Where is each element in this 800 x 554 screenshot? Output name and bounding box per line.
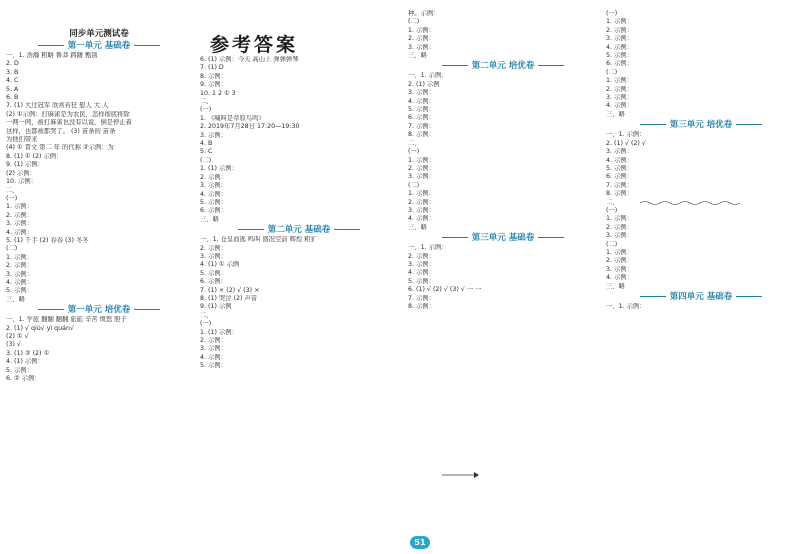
answer-line: 三、略 [408, 52, 427, 60]
answer-line: 3. 示例： [606, 94, 633, 102]
answer-list [408, 10, 598, 60]
answer-line: 5. 示例： [408, 106, 435, 114]
answer-line: 4. 示例： [408, 269, 435, 277]
answer-line: 5. 示例： [200, 362, 227, 370]
answer-line: 6. 示例： [606, 173, 633, 181]
answer-line: 8. (1) 哭泣 (2) 声音 [200, 294, 258, 302]
answer-line: 7. 示例： [408, 122, 435, 130]
answer-line: 5. A [6, 85, 19, 93]
answer-line: 一、1. 仓皇而逃 鸣叫 盛况空前 辉煌 粗犷 [200, 236, 317, 244]
column-2 [200, 56, 398, 546]
answer-list [408, 72, 598, 232]
answer-line: 这样，也都被都哭了。 (3) 苗条的 苗条 [6, 127, 116, 135]
answer-line: 6. ② 示例： [6, 375, 41, 383]
answer-line: (一) [606, 206, 618, 214]
answer-line: 8. 示例： [408, 303, 435, 310]
answer-line: 二、 [6, 186, 19, 194]
answer-line: 一、1. 示例： [606, 303, 646, 310]
answer-line: (2) 示例： [6, 169, 36, 177]
answer-line: 4. 示例： [6, 278, 33, 286]
answer-line: 8. (1) ① (2) 示例： [6, 152, 63, 160]
answer-line: 3. 示例： [606, 265, 633, 273]
answer-list [6, 52, 192, 304]
answer-line: 2. (1) √ (2) √ [606, 139, 646, 147]
answer-line: 种。示例： [408, 10, 440, 17]
answer-line: 7. 示例： [408, 294, 435, 302]
answer-list [200, 236, 398, 371]
answer-line: 三、略 [200, 215, 219, 223]
answer-line: 2. (1) 示例 [408, 80, 440, 88]
answer-line: 1. 示例： [408, 26, 435, 34]
arrow-mark [440, 470, 480, 480]
answer-line: 4. 示例： [408, 215, 435, 223]
answer-line: 8. 示例： [408, 131, 435, 139]
answer-line: 2. 示例： [200, 173, 227, 181]
answer-line: (一) [606, 10, 618, 17]
section-heading: 第三单元 基础卷 [408, 232, 598, 244]
answer-line: 3. 示例： [200, 131, 227, 139]
column-4 [606, 10, 796, 550]
answer-line: 一、1. 示例： [408, 72, 448, 80]
answer-line: 5. 示例： [200, 269, 227, 277]
answer-line: 4. 示例： [408, 97, 435, 105]
answer-line: 一、1. 浩瀚 粗略 鲁莽 踌躇 甄别 [6, 52, 98, 59]
answer-line: 4. (1) ① 示例 [200, 261, 240, 269]
answer-line: 7. 示例： [606, 181, 633, 189]
answer-line: 二、 [200, 311, 213, 319]
answer-line: 3. 示例： [200, 182, 227, 190]
answer-line: 1. 示例： [606, 215, 633, 223]
answer-line: (二) [408, 181, 420, 189]
answer-line: 9. (1) 示例 [200, 303, 232, 311]
answer-line: 3. 示例： [408, 43, 435, 51]
answer-line: (二) [408, 18, 420, 26]
answer-line: 1. 《喊叫是草原鸟鸣》 [200, 114, 265, 122]
answer-line: 4. 示例： [606, 102, 633, 110]
answer-line: 4. 示例： [606, 274, 633, 282]
answer-line: 2. 示例： [6, 211, 33, 219]
answer-line: 5. C [200, 148, 213, 156]
section-heading: 第二单元 培优卷 [408, 60, 598, 72]
answer-line: (一) [6, 194, 18, 202]
answer-line: (2) ①示例：打麻雀是为农民，怎样彻底将除 [6, 110, 130, 118]
answer-line: 3. 示例： [606, 148, 633, 156]
answer-line: 4. 示例： [200, 353, 227, 361]
answer-line: 3. (1) ② (2) ① [6, 349, 50, 357]
answer-line: (2) ① √ [6, 333, 29, 340]
answer-line: 2. 2019年7月28日 17:20—19:30 [200, 123, 300, 131]
answer-line: 1. 示例： [408, 156, 435, 164]
answer-line: 5. 示例： [408, 277, 435, 285]
answer-line: 7. (1) D [200, 64, 224, 72]
answer-line: 4. B [200, 140, 213, 148]
answer-line: 10. 1 2 ① 3 [200, 89, 236, 97]
answer-line: 1. 示例： [408, 190, 435, 198]
answer-line: 1. 示例： [606, 248, 633, 256]
section-heading: 第一单元 基础卷 [6, 40, 192, 52]
page-number-badge: 51 [410, 536, 430, 549]
answer-line: (一) [200, 106, 212, 114]
answer-line: 6. 示例： [200, 207, 227, 215]
answer-line: 3. 示例： [606, 35, 633, 43]
answer-line: 2. 示例： [6, 262, 33, 270]
answer-line: 一、1. 示例： [606, 131, 646, 139]
answer-line: 2. D [6, 60, 19, 68]
answer-line: 一、1. 学旅 翻翻 翻翻 旅旅 辛苦 愤怒 胆子 [6, 316, 127, 324]
answer-line: 4. 示例： [200, 190, 227, 198]
answer-line: 4. C [6, 77, 19, 85]
answer-line: 1. 示例： [606, 18, 633, 26]
answer-line: 1. 示例： [6, 253, 33, 261]
answer-line: 3. B [6, 68, 19, 76]
answer-line: 5. (1) 千手 (2) 春春 (3) 冬冬 [6, 236, 89, 244]
answer-line: 2. 示例： [408, 198, 435, 206]
answer-line: 4. (1) 示例： [6, 358, 44, 366]
answer-line: (一) [408, 148, 420, 156]
section-heading: 第一单元 培优卷 [6, 304, 192, 316]
answer-line: 3. 示例： [200, 252, 227, 260]
answer-line: (3) √ [6, 341, 21, 349]
answer-line: 2. (1) √ qiú√ yì quán√ [6, 324, 75, 332]
answer-line: 三、略 [606, 110, 625, 118]
answer-line: 8. 示例： [200, 72, 227, 80]
answer-list [6, 316, 192, 383]
answer-line: (4) ① 晋文 第二 年 的代称 ②示例：为 [6, 144, 114, 152]
answer-line: 1. (1) 示例： [200, 328, 238, 336]
answer-line: 5. 示例： [6, 366, 33, 374]
answer-line: 7. (1) × (2) √ (3) × [200, 286, 260, 294]
answer-line: 2. 示例： [408, 164, 435, 172]
column-main-title: 同步单元测试卷 [69, 29, 129, 39]
answer-line: (二) [200, 156, 212, 164]
answer-line: (二) [6, 245, 18, 253]
answer-line: 10. 示例： [6, 178, 37, 186]
answer-line: 6. (1) √ (2) √ (3) √ 一 一 [408, 286, 482, 294]
page-title: 参考答案 [210, 34, 299, 56]
answer-line: 5. 示例： [200, 198, 227, 206]
answer-line: 6. (1) 示例：今天 高山上 弹弹弹琴 [200, 56, 299, 63]
answer-line: 4. 示例： [606, 156, 633, 164]
answer-line: 三、略 [408, 223, 427, 231]
answer-line: 6. B [6, 94, 19, 102]
answer-line: 5. 示例： [606, 52, 633, 60]
column-3 [408, 10, 598, 550]
answer-list [408, 244, 598, 311]
answer-line: 3. 示例： [408, 206, 435, 214]
answer-line: 4. 示例： [6, 228, 33, 236]
answer-line: 3. 示例： [408, 89, 435, 97]
answer-line: 9. (1) 示例： [6, 161, 44, 169]
answer-line: 6. 示例： [408, 114, 435, 122]
answer-line: 6. 示例： [606, 60, 633, 68]
answer-line: 一、1. 示例： [408, 244, 448, 252]
answer-line: 一网一网，被打麻雀也没有以说，倒是停止着 [6, 119, 132, 127]
answer-line: 三、略 [6, 295, 25, 303]
answer-line: (一) [200, 320, 212, 328]
answer-line: 3. 示例： [200, 345, 227, 353]
answer-line: 二、 [200, 98, 213, 106]
answer-list [606, 10, 796, 119]
answer-line: 3. 示例： [408, 260, 435, 268]
underline-mark [640, 200, 750, 206]
answer-line: 二、 [408, 139, 421, 147]
answer-line: 3. 示例： [606, 232, 633, 240]
answer-line: 5. 示例： [6, 287, 33, 295]
answer-line: 2. 示例： [408, 35, 435, 43]
answer-line: 2. 示例： [606, 85, 633, 93]
answer-line: 2. 示例： [200, 337, 227, 344]
answer-line: 8. 示例： [606, 190, 633, 198]
answer-line: 三、略 [606, 282, 625, 290]
section-heading: 第三单元 培优卷 [606, 119, 796, 131]
answer-list [606, 303, 796, 311]
answer-line: 9. 示例： [200, 81, 227, 89]
answer-line: (二) [606, 68, 618, 76]
answer-line: 1. 示例： [6, 203, 33, 211]
answer-line: 2. 示例： [408, 252, 435, 260]
column-1 [6, 28, 192, 548]
answer-line: (二) [606, 240, 618, 248]
answer-list [606, 131, 796, 291]
answer-line: 3. 示例： [408, 173, 435, 181]
answer-line: 2. 示例： [606, 223, 633, 231]
answer-line: 2. 示例： [200, 244, 227, 252]
answer-line: 2. 示例： [606, 257, 633, 265]
answer-line: 为他们带来 [6, 136, 38, 144]
answer-line: 2. 示例： [606, 26, 633, 34]
answer-line: 1. (1) 示例： [200, 165, 238, 173]
answer-line: 二、 [606, 198, 619, 206]
answer-line: 6. 示例： [200, 278, 227, 286]
answer-line: 3. 示例： [6, 220, 33, 228]
answer-line: 7. (1) 大过冠军 欣喜若狂 慰人 大 人 [6, 102, 109, 110]
answer-line: 3. 示例： [6, 270, 33, 278]
answer-line: 5. 示例： [606, 164, 633, 172]
section-heading: 第四单元 基础卷 [606, 291, 796, 303]
answer-line: 4. 示例： [606, 43, 633, 51]
answer-list [200, 56, 398, 224]
answer-line: 1. 示例： [606, 77, 633, 85]
section-heading: 第二单元 基础卷 [200, 224, 398, 236]
